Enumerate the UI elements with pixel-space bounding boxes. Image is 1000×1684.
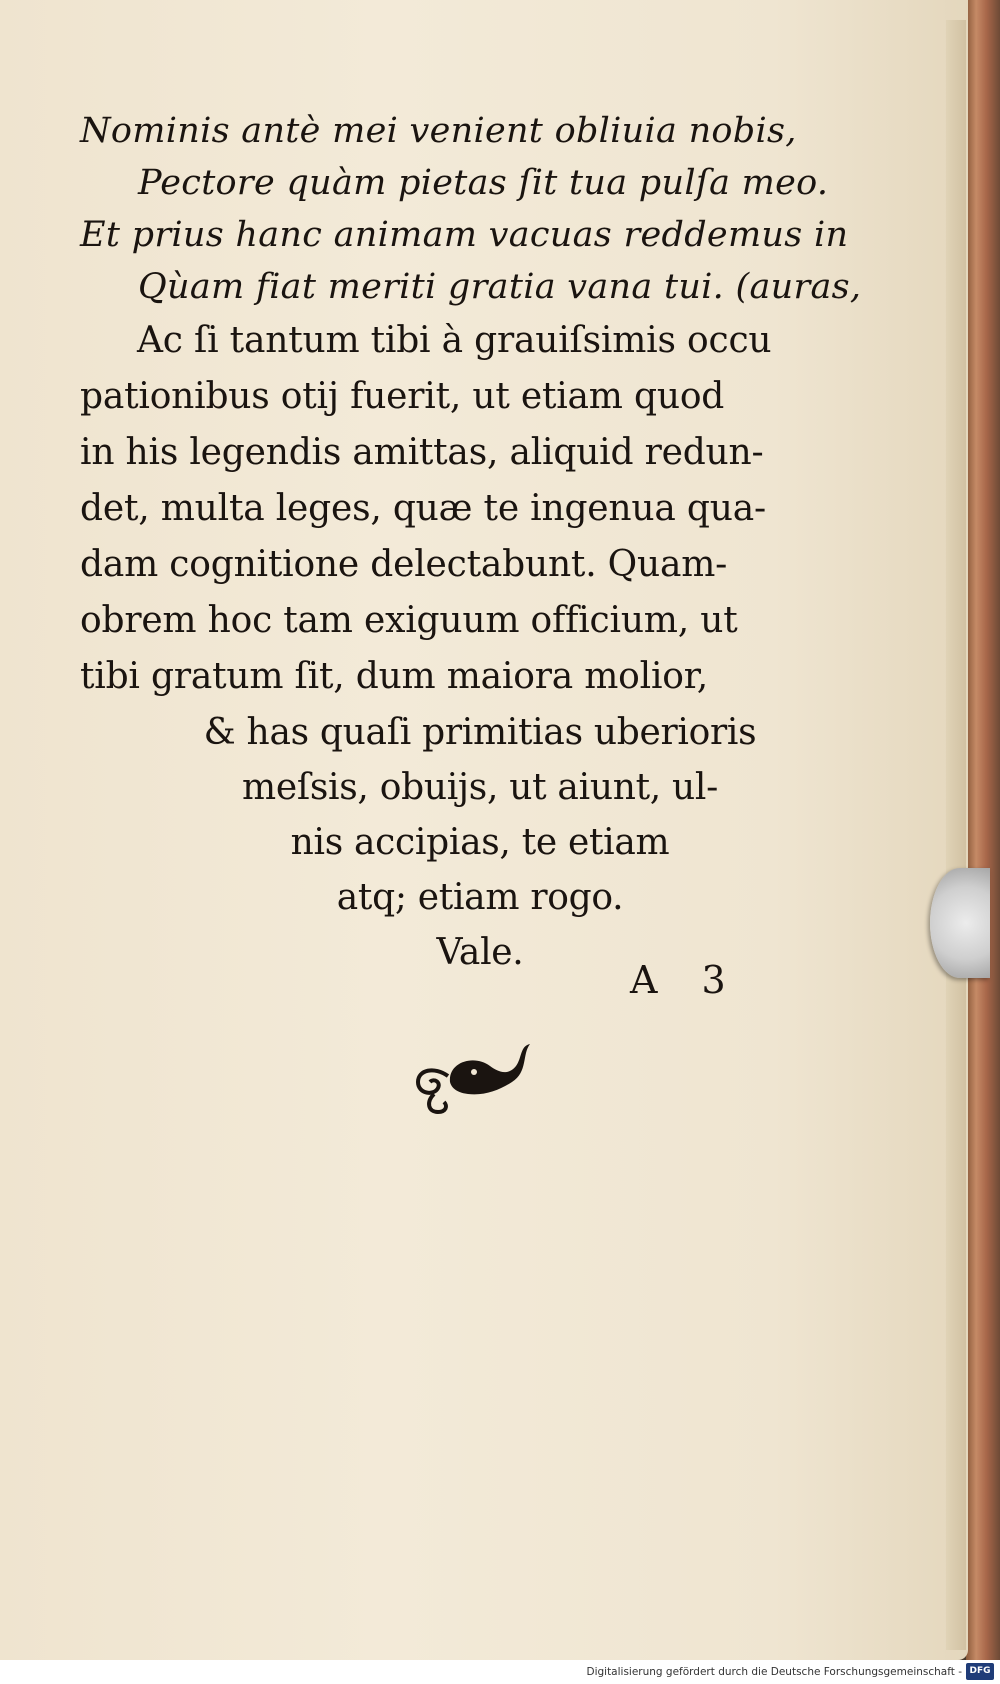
book-clasp: [930, 868, 990, 978]
verse-line-2: Pectore quàm pietas ſit tua pulſa meo.: [138, 163, 829, 203]
verse-line-1: Nominis antè mei venient obliuia nobis,: [80, 111, 797, 151]
tapered-line-2: meſsis, obuijs, ut aiunt, ul-: [241, 767, 719, 808]
tapered-line-4: atq; etiam rogo.: [336, 877, 624, 918]
fleuron-ornament-icon: [408, 1036, 538, 1118]
verse-line-4: Qùam fiat meriti gratia vana tui. (auras,: [138, 267, 862, 307]
page-edge-shadow: [946, 20, 966, 1650]
prose-line-6: obrem hoc tam exiguum officium, ut: [80, 600, 738, 641]
prose-line-1: Ac ſi tantum tibi à grauiſsimis occu: [137, 320, 772, 361]
tapered-line-1: & has quaſi primitias uberioris: [203, 712, 757, 753]
prose-line-7: tibi gratum ſit, dum maiora molior,: [80, 656, 709, 697]
footer-bar: [0, 1660, 1000, 1684]
tapered-line-3: nis accipias, te etiam: [290, 822, 670, 863]
dfg-logo-icon: DFG: [966, 1663, 994, 1680]
verse-line-3: Et prius hanc animam vacuas reddemus in: [80, 215, 849, 255]
tapered-line-5: Vale.: [436, 932, 524, 973]
prose-line-5: dam cognitione delectabunt. Quam-: [80, 544, 728, 585]
prose-line-4: det, multa leges, quæ te ingenua qua-: [80, 488, 766, 529]
main-text-block: [80, 105, 880, 980]
prose-line-2: pationibus otij fuerit, ut etiam quod: [80, 376, 725, 417]
signature-mark: A 3: [630, 958, 742, 1002]
prose-line-3: in his legendis amittas, aliquid redun-: [80, 432, 764, 473]
footer-credit: Digitalisierung gefördert durch die Deutsche Forschungsgemeinschaft -: [586, 1666, 962, 1678]
book-spine-edge: [966, 0, 1000, 1660]
